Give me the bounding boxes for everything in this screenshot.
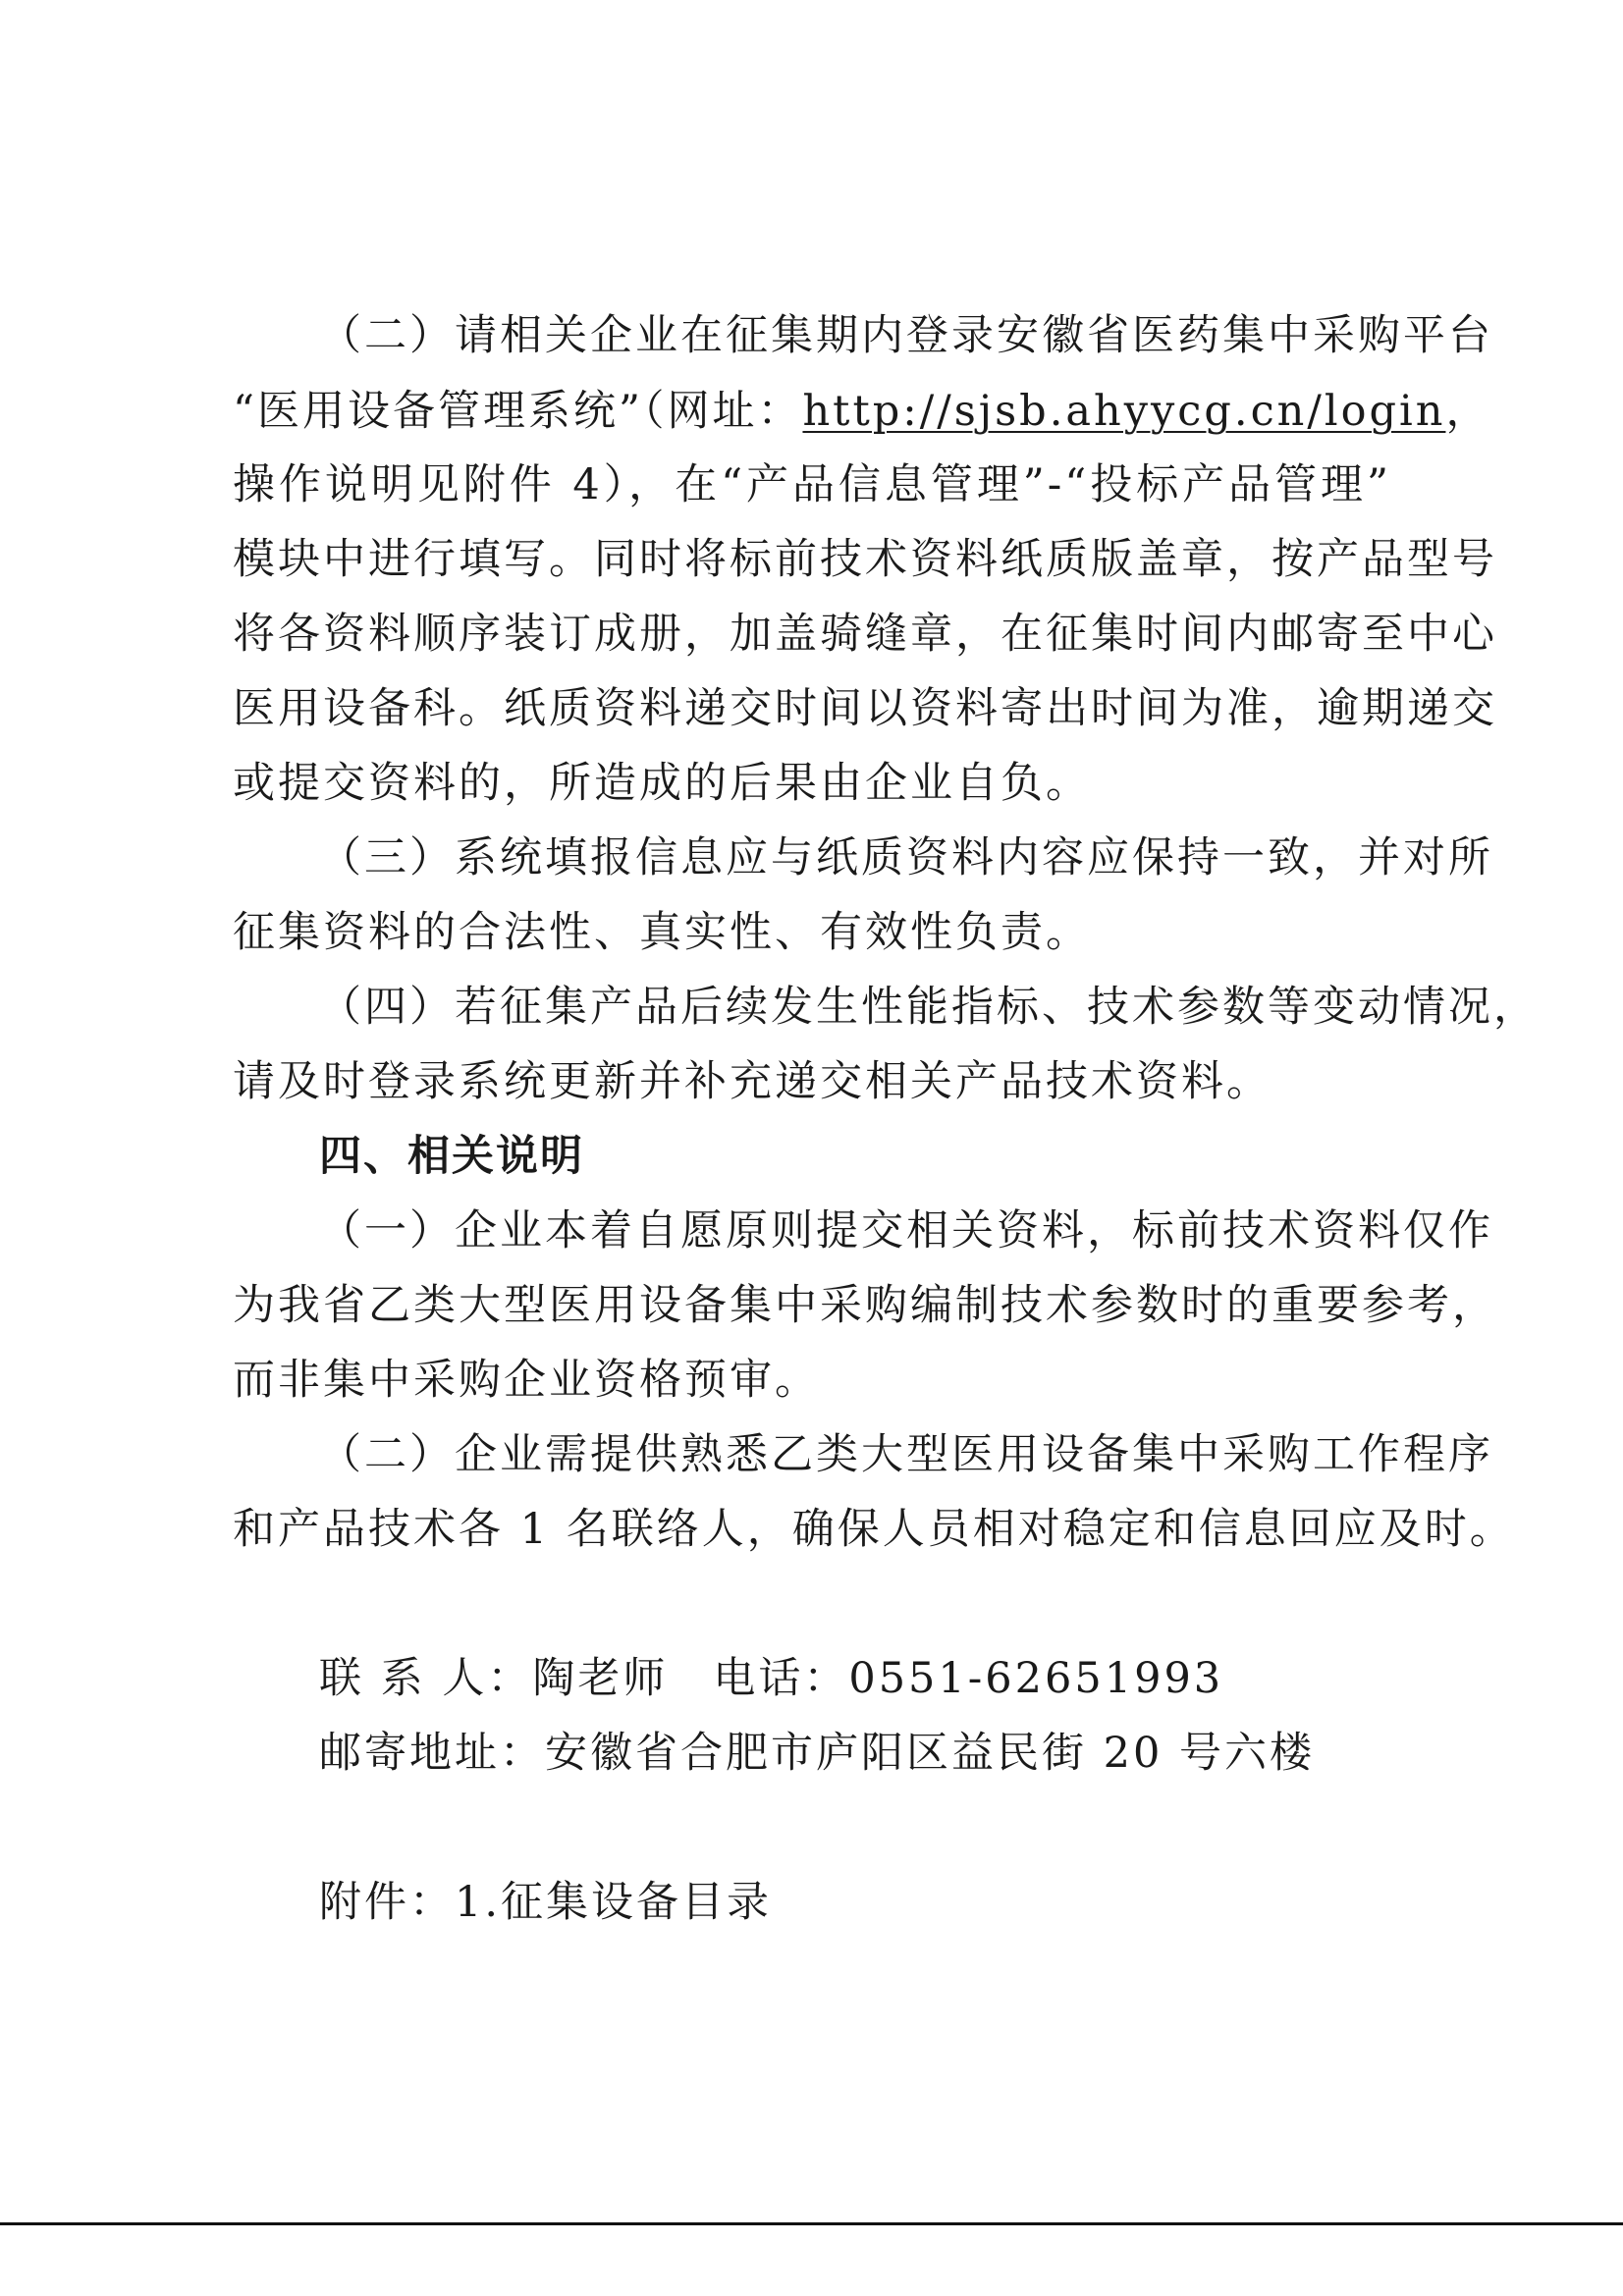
paragraph-line: 模块中进行填写。同时将标前技术资料纸质版盖章，按产品型号 (233, 535, 1497, 584)
text-segment: ， (1445, 387, 1491, 436)
mailing-address: 邮寄地址：安徽省合肥市庐阳区益民街 20 号六楼 (319, 1729, 1316, 1778)
paragraph-line (233, 382, 1491, 441)
contact-person: 联 系 人：陶老师 电话：0551-62651993 (319, 1654, 1224, 1703)
paragraph-line: 医用设备科。纸质资料递交时间以资料寄出时间为准，逾期递交 (233, 684, 1497, 733)
section-heading: 四、相关说明 (319, 1132, 584, 1181)
paragraph-line: （四）若征集产品后续发生性能指标、技术参数等变动情况， (319, 983, 1539, 1032)
paragraph-line: （二）请相关企业在征集期内登录安徽省医药集中采购平台 (319, 311, 1493, 360)
paragraph-line: 操作说明见附件 4），在“产品信息管理”-“投标产品管理” (233, 460, 1391, 509)
paragraph-line: 而非集中采购企业资格预审。 (233, 1356, 820, 1405)
paragraph-line: 和产品技术各 1 名联络人，确保人员相对稳定和信息回应及时。 (233, 1505, 1515, 1554)
paragraph-line: 或提交资料的，所造成的后果由企业自负。 (233, 759, 1091, 808)
paragraph-line: （一）企业本着自愿原则提交相关资料，标前技术资料仅作 (319, 1206, 1493, 1255)
system-url-link[interactable]: http://sjsb.ahyycg.cn/login (802, 387, 1446, 436)
text-segment: “医用设备管理系统”（网址： (233, 387, 803, 436)
attachment-line: 附件：1.征集设备目录 (319, 1878, 773, 1927)
paragraph-line: （二）企业需提供熟悉乙类大型医用设备集中采购工作程序 (319, 1430, 1493, 1479)
paragraph-line: （三）系统填报信息应与纸质资料内容应保持一致，并对所 (319, 833, 1493, 882)
paragraph-line: 为我省乙类大型医用设备集中采购编制技术参数时的重要参考， (233, 1281, 1497, 1330)
paragraph-line: 将各资料顺序装订成册，加盖骑缝章，在征集时间内邮寄至中心 (233, 610, 1497, 659)
paragraph-line: 征集资料的合法性、真实性、有效性负责。 (233, 908, 1091, 957)
paragraph-line: 请及时登录系统更新并补充递交相关产品技术资料。 (233, 1057, 1271, 1106)
footer-divider (0, 2222, 1623, 2225)
